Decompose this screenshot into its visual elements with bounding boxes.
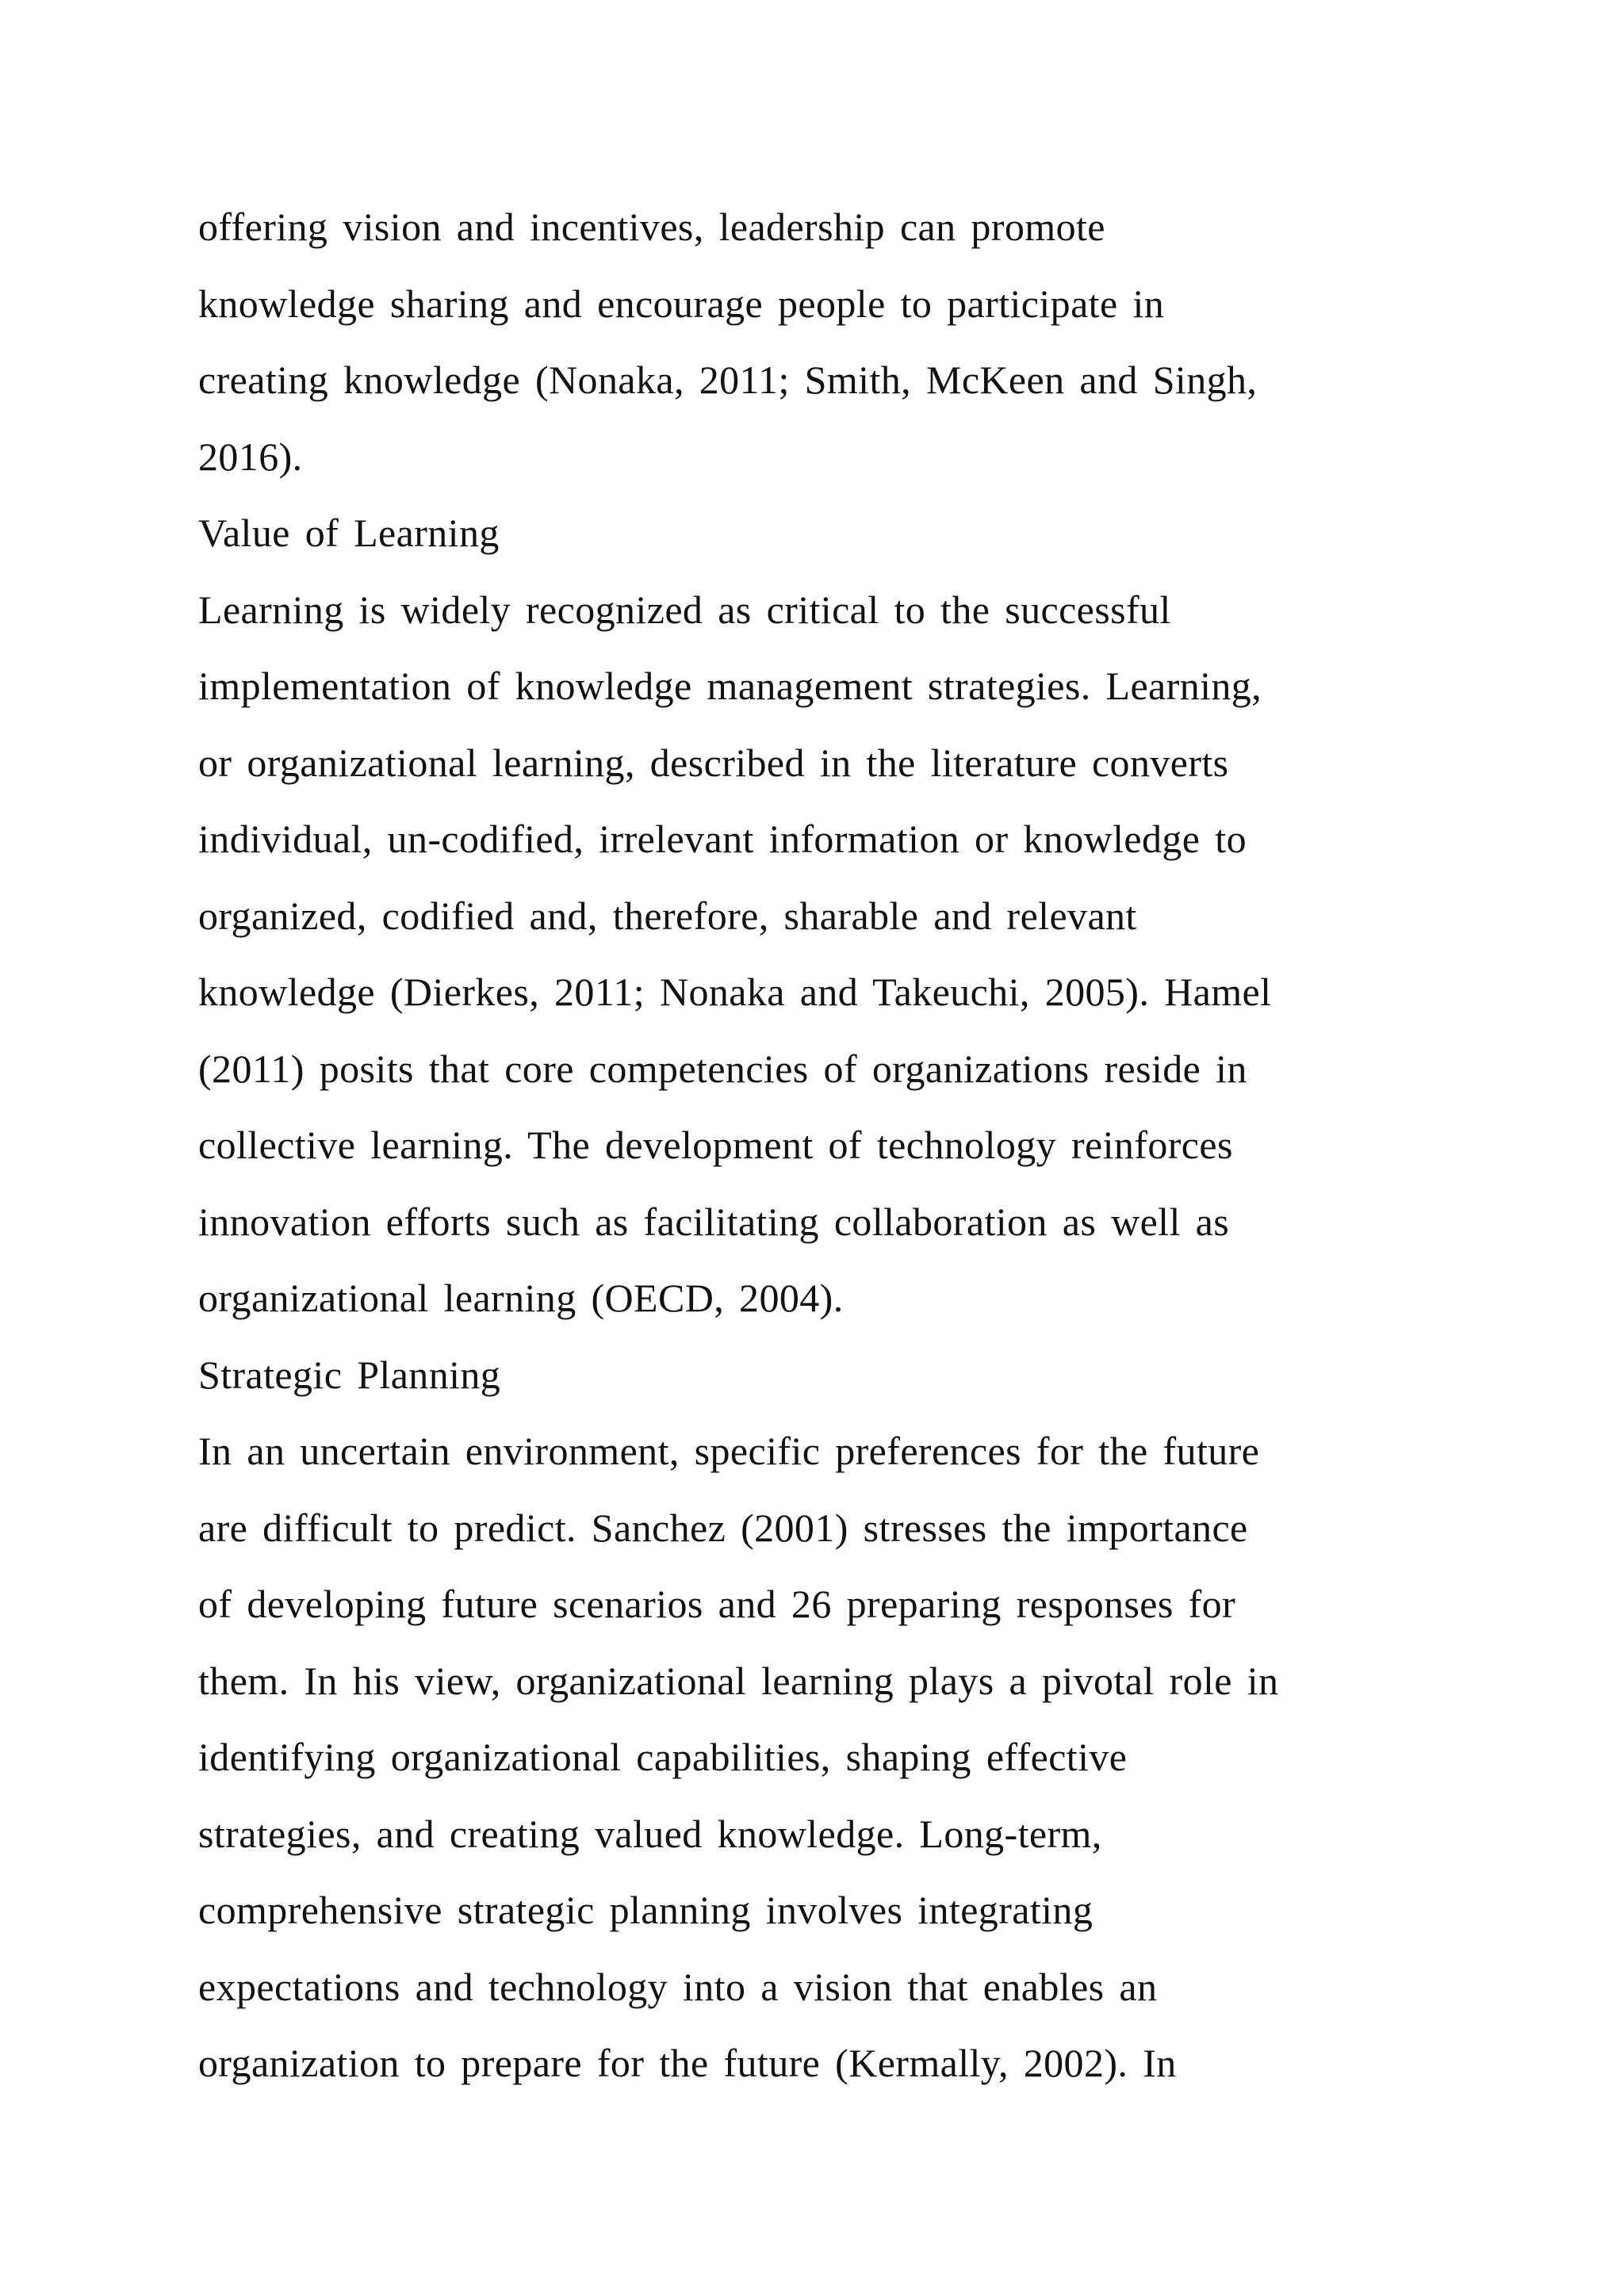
text-line: (2011) posits that core competencies of organizations reside in [198,1046,1247,1091]
text-line: them. In his view, organizational learning plays a pivotal role in [198,1658,1279,1703]
text-line: organizational learning (OECD, 2004). [198,1276,844,1320]
text-line: innovation efforts such as facilitating collaboration as well as [198,1199,1230,1244]
text-line: individual, un-codified, irrelevant information or knowledge to [198,817,1247,861]
text-line: In an uncertain environment, specific preferences for the future [198,1429,1260,1473]
body-text [198,189,1467,2102]
text-line: 2016). [198,434,303,479]
text-line: strategies, and creating valued knowledge. Long-term, [198,1811,1102,1856]
text-line: implementation of knowledge management strategies. Learning, [198,664,1262,708]
section-heading-strategic-planning: Strategic Planning [198,1352,501,1397]
text-line: or organizational learning, described in the literature converts [198,740,1229,785]
text-line: organization to prepare for the future (Kermally, 2002). In [198,2041,1177,2085]
text-line: collective learning. The development of technology reinforces [198,1123,1233,1167]
text-line: of developing future scenarios and 26 preparing responses for [198,1582,1236,1626]
text-line: Learning is widely recognized as critical to the successful [198,587,1171,632]
text-line: are difficult to predict. Sanchez (2001) stresses the importance [198,1505,1248,1550]
text-line: expectations and technology into a vision that enables an [198,1964,1158,2009]
text-line: identifying organizational capabilities, shaping effective [198,1735,1128,1779]
text-line: knowledge sharing and encourage people to participate in [198,281,1165,326]
section-heading-value-of-learning: Value of Learning [198,511,500,555]
text-line: creating knowledge (Nonaka, 2011; Smith, McKeen and Singh, [198,358,1258,402]
text-line: organized, codified and, therefore, sharable and relevant [198,893,1137,938]
text-line: comprehensive strategic planning involves integrating [198,1888,1094,1932]
text-line: knowledge (Dierkes, 2011; Nonaka and Takeuchi, 2005). Hamel [198,970,1272,1014]
text-line: offering vision and incentives, leadership can promote [198,205,1105,249]
